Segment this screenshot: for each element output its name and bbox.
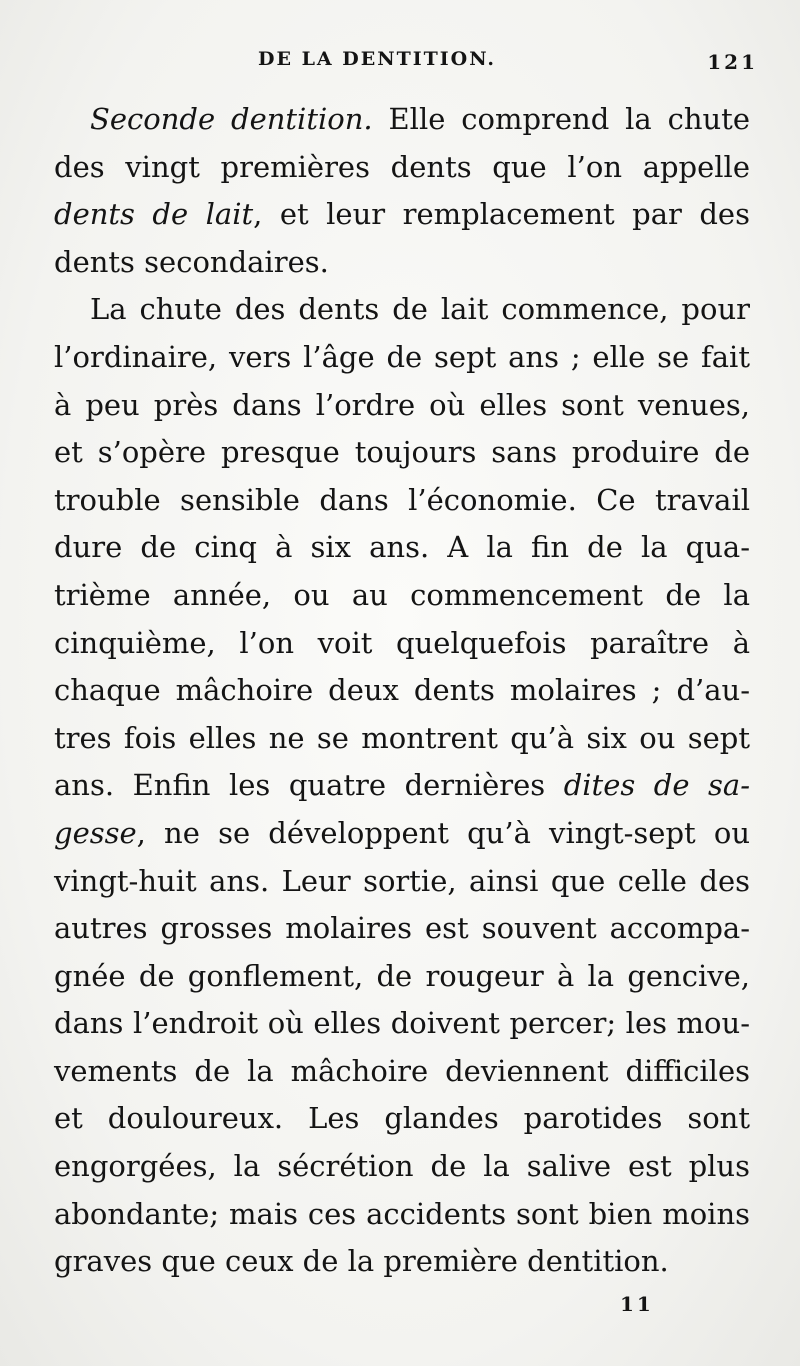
- italic-text-segment: dents de lait: [54, 197, 254, 232]
- text-line: [54, 620, 750, 668]
- text-segment: à peu près dans l’ordre où elles sont venues,: [54, 387, 750, 422]
- text-segment: abondante; mais ces accidents sont bien moins: [54, 1196, 750, 1231]
- text-segment: autres grosses molaires est souvent accompa-: [54, 911, 750, 946]
- text-segment: dure de cinq à six ans. A la fin de la qua-: [54, 530, 750, 565]
- text-line: [54, 1143, 750, 1191]
- text-line: [54, 953, 750, 1001]
- italic-text-segment: gesse: [54, 815, 137, 850]
- text-segment: Elle comprend la chute: [372, 102, 750, 136]
- text-segment: et douloureux. Les glandes parotides sont: [54, 1101, 750, 1136]
- italic-text-segment: dites de sa-: [563, 768, 751, 803]
- text-segment: des vingt premières dents que l’on appelle: [54, 149, 750, 184]
- text-line: [54, 429, 750, 477]
- text-segment: engorgées, la sécrétion de la salive est plus: [54, 1149, 750, 1184]
- text-line: [54, 334, 750, 382]
- page-number: 121: [707, 50, 758, 74]
- text-segment: et s’opère presque toujours sans produire de: [54, 435, 750, 470]
- text-segment: La chute des dents de lait commence, pour: [90, 292, 750, 327]
- text-segment: dans l’endroit où elles doivent percer; les mou-: [54, 1006, 750, 1041]
- text-segment: graves que ceux de la première dentition.: [54, 1244, 669, 1279]
- text-line: [54, 905, 750, 953]
- signature-mark: 11: [620, 1292, 654, 1316]
- text-segment: vingt-huit ans. Leur sortie, ainsi que celle des: [54, 863, 750, 898]
- text-line: [54, 1048, 750, 1096]
- text-segment: l’ordinaire, vers l’âge de sept ans ; elle se fait: [54, 339, 750, 374]
- text-segment: trième année, ou au commencement de la: [54, 577, 750, 612]
- text-line: [54, 382, 750, 430]
- text-line: [54, 191, 750, 239]
- text-segment: tres fois elles ne se montrent qu’à six ou sept: [54, 720, 750, 755]
- text-line: [54, 96, 750, 144]
- running-head-title: DE LA DENTITION.: [258, 48, 496, 70]
- text-segment: , et leur remplacement par des: [253, 197, 750, 232]
- text-segment: chaque mâchoire deux dents molaires ; d’au-: [54, 673, 750, 708]
- text-line: [54, 762, 750, 810]
- text-line: [54, 810, 750, 858]
- text-segment: vements de la mâchoire deviennent difficiles: [54, 1053, 750, 1088]
- text-line: [54, 1000, 750, 1048]
- text-line: [54, 1191, 750, 1239]
- text-segment: , ne se développent qu’à vingt-sept ou: [136, 815, 750, 850]
- italic-text-segment: Seconde dentition.: [90, 102, 373, 136]
- text-line: [54, 239, 750, 287]
- text-line: [54, 667, 750, 715]
- text-segment: gnée de gonflement, de rougeur à la gencive,: [54, 958, 750, 993]
- text-line: [54, 1238, 750, 1286]
- text-line: [54, 1095, 750, 1143]
- text-line: [54, 715, 750, 763]
- running-head: [258, 48, 758, 78]
- text-line: [54, 286, 750, 334]
- text-line: [54, 144, 750, 192]
- text-line: [54, 858, 750, 906]
- text-segment: ans. Enfin les quatre dernières: [54, 768, 564, 803]
- text-line: [54, 477, 750, 525]
- body-text: [54, 96, 750, 1296]
- text-segment: trouble sensible dans l’économie. Ce travail: [54, 482, 750, 517]
- text-line: [54, 572, 750, 620]
- text-segment: dents secondaires.: [54, 244, 329, 279]
- text-line: [54, 524, 750, 572]
- text-segment: cinquième, l’on voit quelquefois paraître à: [54, 625, 750, 660]
